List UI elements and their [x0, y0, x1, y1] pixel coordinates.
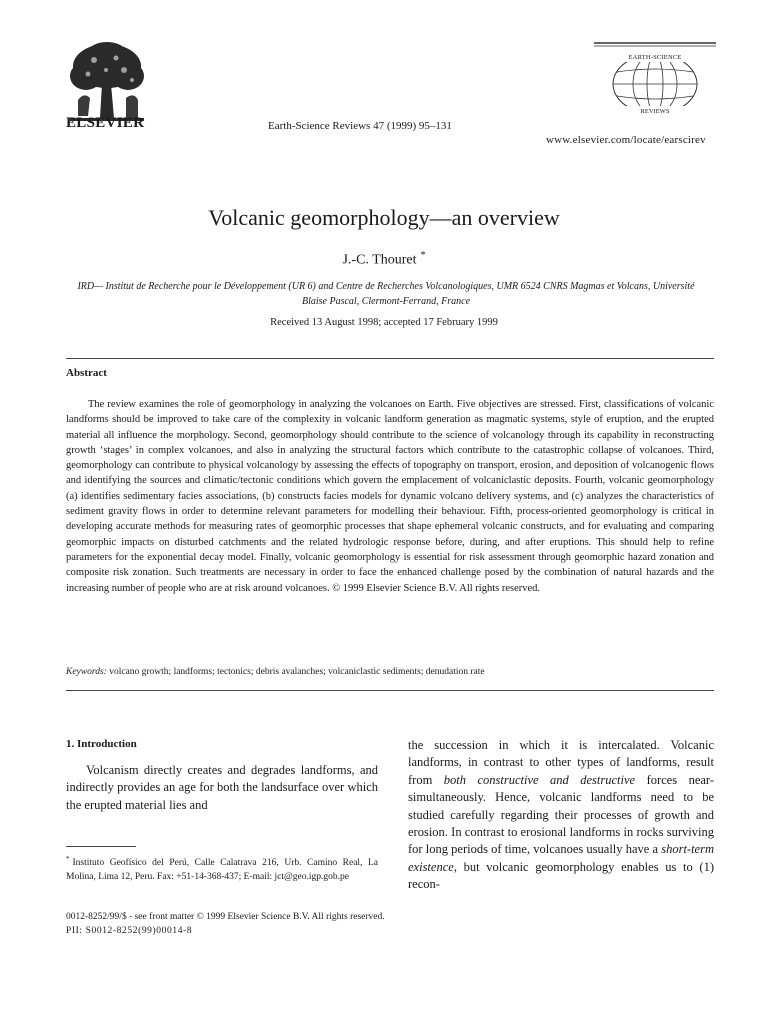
- intro-text-part-1: the succession in which it is intercalated. Volcanic landforms, in contrast to other types of landforms, result from: [408, 738, 714, 787]
- journal-citation: Earth-Science Reviews 47 (1999) 95–131: [268, 120, 452, 132]
- footnote-mark: *: [66, 855, 70, 863]
- left-column: [66, 738, 378, 814]
- introduction-paragraph-right: [408, 737, 714, 894]
- abstract-text: The review examines the role of geomorphology in analyzing the volcanoes on Earth. Five objectives are stressed. First, classifications of volcanic landforms should be improved to take care of the complexity in volcanic landform generation as magmatic systems, style of eruption, and the erupted material all influence the morphology. Second, geomorphology should contribute to the science of volcanology through its capability in reconstructing growth ‘stages’ in complex volcanoes, and also in analyzing the structural factors which contribute to the catastrophic collapse of volcanoes. Third, geomorphology can contribute to physical volcanology by assessing the effects of topography on transport, erosion, and deposition of volcanogenic flows and identifying the sources and climatic/tectonic conditions which govern the emplacement of volcaniclastic deposits. Fourth, volcanic geomorphology (a) identifies sedimentary facies associations, (b) constructs facies models for dynamic volcano delivery systems, and (c) analyzes the characteristics of sediment gravity flows in order to determine relevant parameters for modelling their behaviour. Fifth, process-oriented geomorphology is critical in developing accurate methods for measuring rates of geomorphic processes that shape ephemeral volcanic constructs, and for evaluating and comparing geomorphic impacts on disturbed catchments and the related hydrologic response before, during, and after eruptions. This should help to refine parameters for the exponential decay model. Finally, volcanic geomorphology is essential for risk assessment through geomorphic hazard zonation and composite risk zonation. Such treatments are necessary in order to face the enhanced challenge posed by the combination of natural hazards and the increasing number of people who are at risk around volcanoes. © 1999 Elsevier Science B.V. All rights reserved.: [66, 399, 714, 594]
- copyright-line: 0012-8252/99/$ - see front matter © 1999 Elsevier Science B.V. All rights reserved.: [66, 912, 385, 922]
- journal-logo-title: EARTH-SCIENCE: [628, 54, 682, 61]
- author-footnote: [66, 852, 378, 884]
- section-heading-introduction: 1. Introduction: [66, 738, 137, 750]
- divider-top: [66, 358, 714, 359]
- publisher-name: ELSEVIER: [66, 115, 145, 131]
- journal-url[interactable]: www.elsevier.com/locate/earscirev: [546, 134, 706, 146]
- intro-emphasis-short-term: short-term existence: [408, 842, 714, 874]
- author-footnote-mark[interactable]: *: [420, 250, 426, 261]
- footnote-text: Instituto Geofísico del Perú, Calle Calatrava 216, Urb. Camino Real, La Molina, Lima 12, Peru. Fax: +51-14-368-437; E-mail: jct@geo.igp.gob.pe: [66, 858, 378, 883]
- abstract-heading: Abstract: [66, 367, 107, 379]
- right-column: [408, 737, 714, 894]
- received-dates: Received 13 August 1998; accepted 17 February 1999: [270, 317, 498, 328]
- article-title: Volcanic geomorphology—an overview: [208, 205, 560, 230]
- pii-identifier: PII: S0012-8252(99)00014-8: [66, 926, 193, 936]
- journal-logo-subtitle: REVIEWS: [640, 108, 670, 115]
- intro-text-part-3: , but volcanic geomorphology enables us to (1) recon-: [408, 859, 714, 892]
- author-line: [0, 250, 768, 269]
- author-name: J.-C. Thouret: [342, 252, 417, 268]
- author-affiliation: IRD— Institut de Recherche pour le Développement (UR 6) and Centre de Recherches Volcanologiques, UMR 6524 CNRS Magmas et Volcans, Université Blaise Pascal, Clermont-Ferrand, France: [77, 281, 695, 307]
- intro-text-part-2: forces near-simultaneously. Hence, volcanic landforms need to be studied carefully regarding their processes of growth and erosion. In contrast to erosional landforms in rocks surviving for long periods of time, volcanoes usually have a: [408, 772, 714, 857]
- intro-emphasis-constructive: both constructive and destructive: [443, 772, 636, 787]
- introduction-paragraph-left: Volcanism directly creates and degrades landforms, and indirectly provides an age for both the landsurface over which the erupted material lies and: [66, 763, 378, 812]
- divider-bottom: [66, 690, 714, 691]
- keywords-line: [66, 667, 485, 677]
- keywords-list: volcano growth; landforms; tectonics; debris avalanches; volcaniclastic sediments; denudation rate: [109, 667, 485, 677]
- footnote-divider: [66, 846, 136, 847]
- keywords-label: Keywords:: [66, 667, 107, 677]
